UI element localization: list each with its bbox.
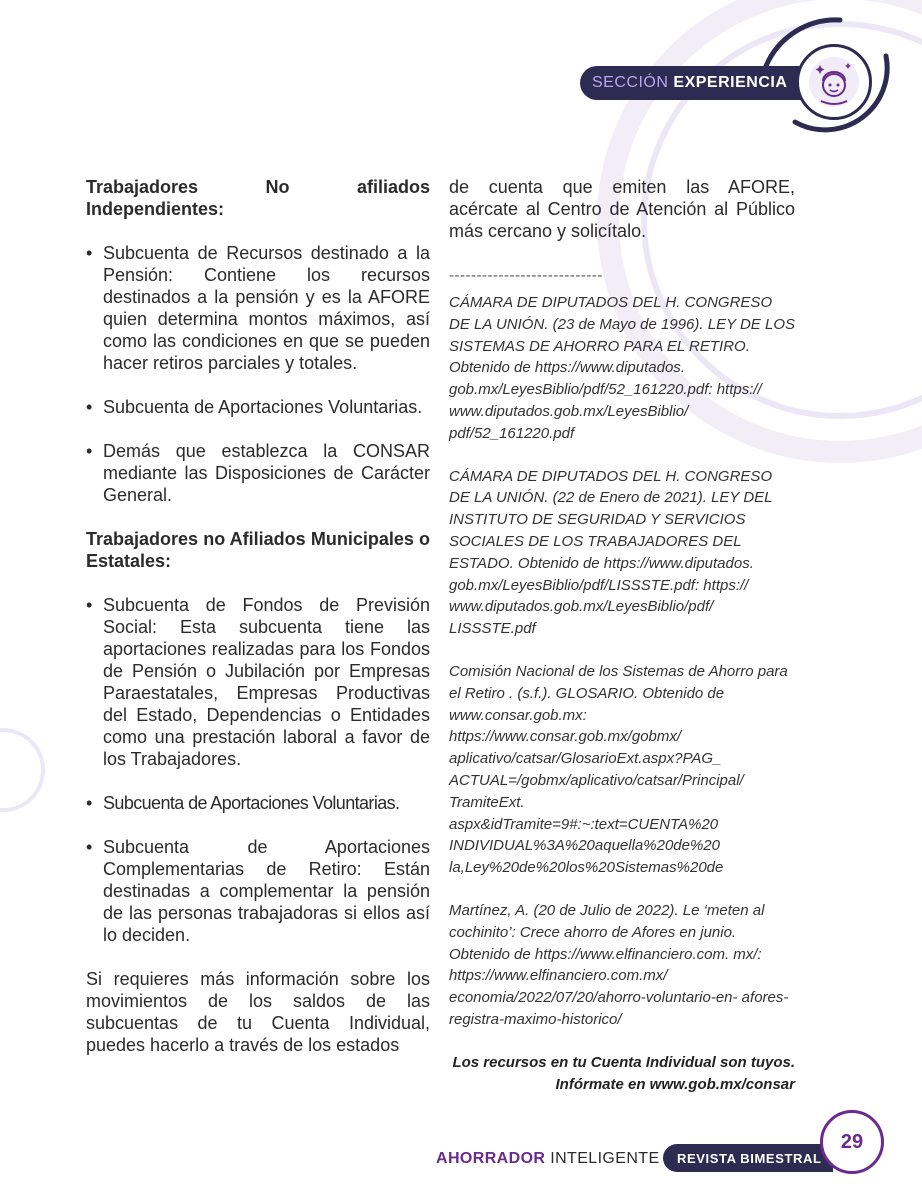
magazine-pill <box>663 1144 833 1172</box>
reference-item: CÁMARA DE DIPUTADOS DEL H. CONGRESO DE LA UNIÓN. (22 de Enero de 2021). LEY DEL INSTITUTO DE SEGURIDAD Y SERVICIOS SOCIALES DE LOS TRABAJADORES DEL ESTADO. Obtenido de https://www.diputados. gob.mx/LeyesBiblio/pdf/LISSSTE.pdf: https:// www.diputados.gob.mx/LeyesBiblio/pdf/ LISSSTE.pdf <box>449 467 773 638</box>
footer-brand-bold: AHORRADOR <box>436 1150 546 1167</box>
footer-brand <box>436 1150 660 1168</box>
heading-municipales: Trabajadores no Afiliados Municipales o Estatales: <box>86 529 430 571</box>
bullet-list-municipales <box>86 594 430 946</box>
section-label-light: SECCIÓN <box>592 74 669 91</box>
reference-item: CÁMARA DE DIPUTADOS DEL H. CONGRESO DE LA UNIÓN. (23 de Mayo de 1996). LEY DE LOS SISTEMAS DE AHORRO PARA EL RETIRO. Obtenido de https://www.diputados. gob.mx/LeyesBiblio/pdf/52_161220.pdf: https:// www.diputados.gob.mx/LeyesBiblio/ pdf/52_161220.pdf <box>449 294 795 442</box>
continuation-paragraph: de cuenta que emiten las AFORE, acércate al Centro de Atención al Público más cercano y solicítalo. <box>449 177 795 241</box>
magazine-pill-label: REVISTA BIMESTRAL <box>677 1150 822 1166</box>
list-item: • Subcuenta de Fondos de Previsión Social: Esta subcuenta tiene las aportaciones realizadas para los Fondos de Pensión o Jubilación por Empresas Paraestatales, Empresas Productivas del Estado, Dependencias o Entidades como una prestación laboral a favor de los Trabajadores. <box>86 594 430 770</box>
closing-line: Los recursos en tu Cuenta Individual son tuyos. <box>452 1053 795 1071</box>
list-item: • Subcuenta de Aportaciones Voluntarias. <box>86 396 430 418</box>
list-item: • Subcuenta de Aportaciones Complementarias de Retiro: Están destinadas a complementar la pensión de las personas trabajadoras si ellos así lo deciden. <box>86 836 430 946</box>
closing-paragraph: Si requieres más información sobre los movimientos de los saldos de las subcuentas de tu Cuenta Individual, puedes hacerlo a través de los estados <box>86 969 430 1055</box>
right-column <box>449 176 795 1095</box>
bullet-list-independientes <box>86 242 430 506</box>
experience-badge <box>796 44 872 120</box>
list-item: • Subcuenta de Aportaciones Voluntarias. <box>86 792 430 814</box>
page-number-badge <box>820 1110 884 1174</box>
reference-divider: ---------------------------- <box>449 267 603 284</box>
reference-item: Martínez, A. (20 de Julio de 2022). Le ‘meten al cochinito’: Crece ahorro de Afores en junio. Obtenido de https://www.elfinanciero.com. mx/: https://www.elfinanciero.com.mx/ economia/2022/07/20/ahorro-voluntario-en- afores-registra-maximo-historico/ <box>449 901 789 1028</box>
heading-independientes: Trabajadores No afiliados Independientes: <box>86 177 430 219</box>
list-item: • Subcuenta de Recursos destinado a la Pensión: Contiene los recursos destinados a la pensión y es la AFORE quien determina montos máximos, así como las condiciones en que se pueden hacer retiros parciales y totales. <box>86 242 430 374</box>
closing-line: Infórmate en www.gob.mx/consar <box>555 1075 795 1093</box>
left-column <box>86 176 430 1056</box>
footer-brand-light: INTELIGENTE <box>550 1150 660 1167</box>
section-label-bold: EXPERIENCIA <box>673 74 788 91</box>
reference-item: Comisión Nacional de los Sistemas de Ahorro para el Retiro . (s.f.). GLOSARIO. Obtenido de www.consar.gob.mx: https://www.consar.gob.mx/gobmx/ aplicativo/catsar/GlosarioExt.aspx?PAG_ ACTUAL=/gobmx/aplicativo/catsar/Principal/ TramiteExt. aspx&idTramite=9#:~:text=CUENTA%20 INDIVIDUAL%3A%20aquella%20de%20 la,Ley%20de%20los%20Sistemas%20de <box>449 662 788 877</box>
section-label <box>580 66 820 100</box>
page-number: 29 <box>840 1130 864 1153</box>
person-with-stars-icon <box>807 55 861 109</box>
list-item: • Demás que establezca la CONSAR mediante las Disposiciones de Carácter General. <box>86 440 430 506</box>
